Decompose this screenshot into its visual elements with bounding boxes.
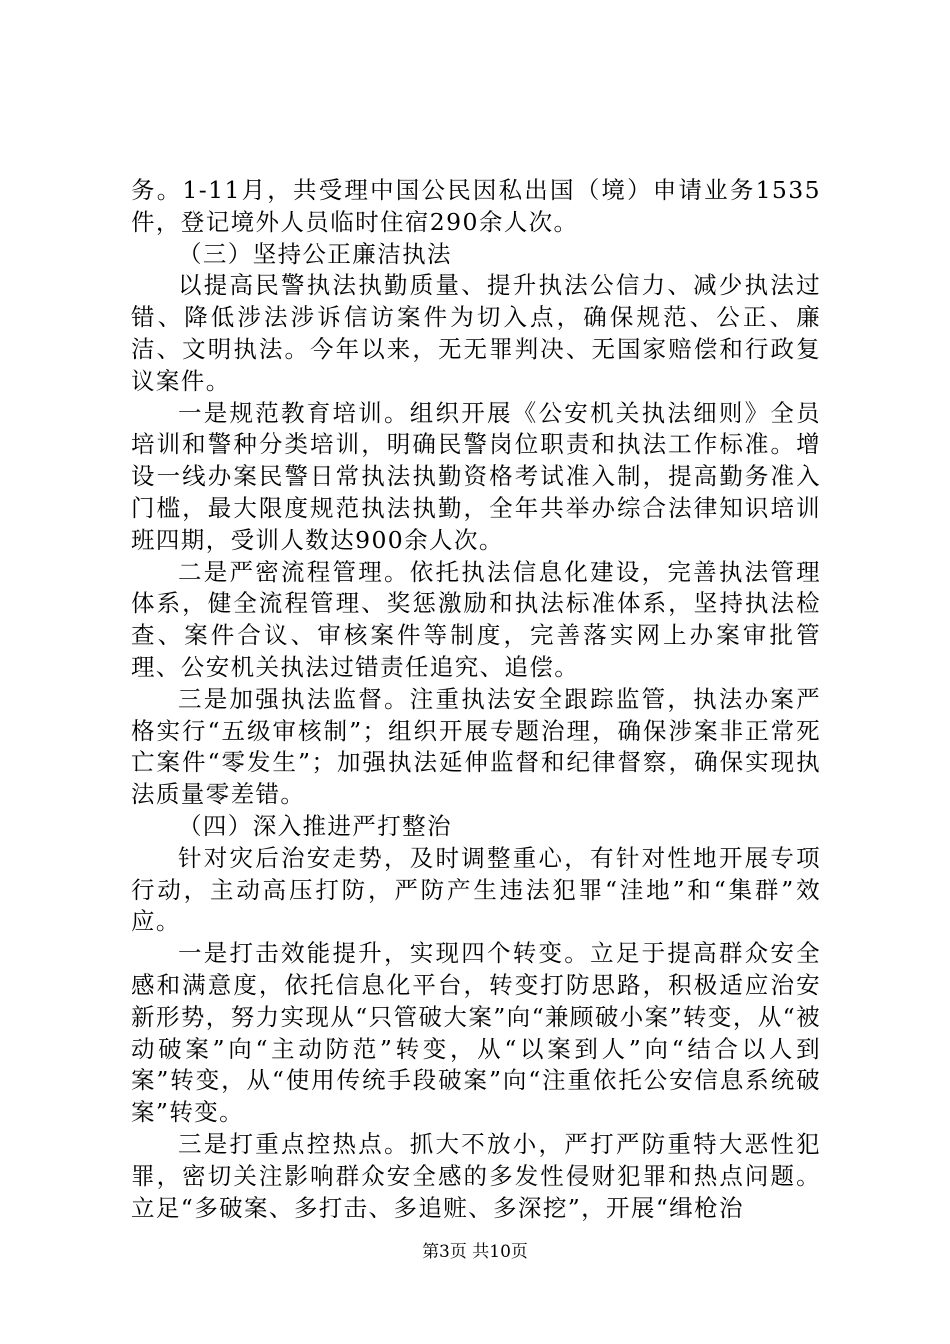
paragraph: 二是严密流程管理。依托执法信息化建设，完善执法管理体系，健全流程管理、奖惩激励和执法标准体系，坚持执法检查、案件合议、审核案件等制度，完善落实网上办案审批管理、公安机关执法过错责任追究、追偿。: [131, 557, 821, 681]
paragraph: 以提高民警执法执勤质量、提升执法公信力、减少执法过错、降低涉法涉诉信访案件为切入点，确保规范、公正、廉洁、文明执法。今年以来，无无罪判决、无国家赔偿和行政复议案件。: [131, 271, 821, 395]
section-heading: （四）深入推进严打整治: [178, 811, 452, 840]
section-heading: （三）坚持公正廉洁执法: [178, 239, 452, 268]
paragraph: 针对灾后治安走势，及时调整重心，有针对性地开展专项行动，主动高压打防，严防产生违法犯罪“洼地”和“集群”效应。: [131, 843, 821, 936]
paragraph: 三是加强执法监督。注重执法安全跟踪监管，执法办案严格实行“五级审核制”；组织开展专题治理，确保涉案非正常死亡案件“零发生”；加强执法延伸监督和纪律督察，确保实现执法质量零差错。: [131, 684, 821, 809]
page-footer: 第3页 共10页: [422, 1242, 528, 1262]
paragraph: 务。1-11月，共受理中国公民因私出国（境）申请业务1535件，登记境外人员临时住宿290余人次。: [131, 176, 821, 236]
paragraph: 一是打击效能提升，实现四个转变。立足于提高群众安全感和满意度，依托信息化平台，转变打防思路，积极适应治安新形势，努力实现从“只管破大案”向“兼顾破小案”转变，从“被动破案”向“主动防范”转变，从“以案到人”向“结合以人到案”转变，从“使用传统手段破案”向“注重依托公安信息系统破案”转变。: [131, 939, 821, 1127]
paragraph: 一是规范教育培训。组织开展《公安机关执法细则》全员培训和警种分类培训，明确民警岗位职责和执法工作标准。增设一线办案民警日常执法执勤资格考试准入制，提高勤务准入门槛，最大限度规范执法执勤，全年共举办综合法律知识培训班四期，受训人数达900余人次。: [131, 398, 821, 554]
paragraph: 三是打重点控热点。抓大不放小，严打严防重特大恶性犯罪，密切关注影响群众安全感的多发性侵财犯罪和热点问题。立足“多破案、多打击、多追赃、多深挖”，开展“缉枪治: [131, 1129, 821, 1222]
document-body: [131, 175, 821, 1224]
